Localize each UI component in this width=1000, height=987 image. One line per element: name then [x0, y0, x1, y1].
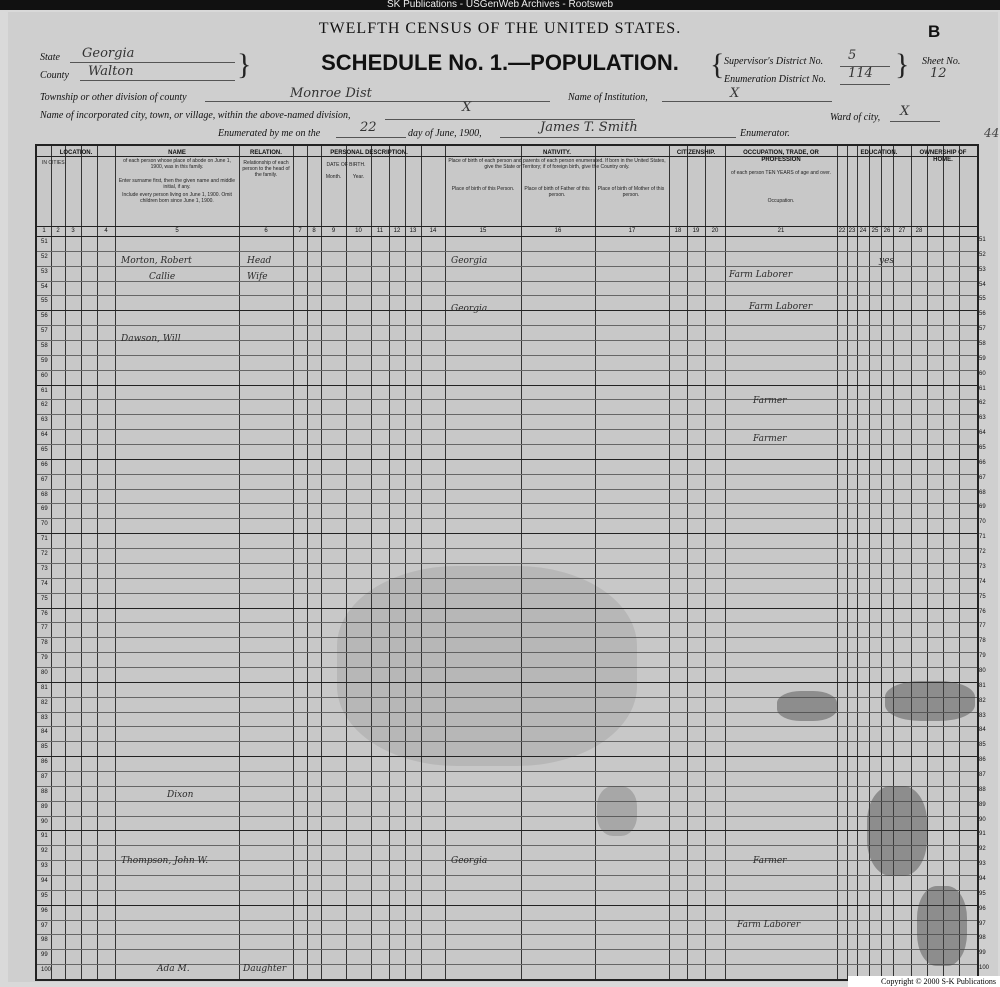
- row-divider: [37, 474, 977, 475]
- row-number: 71: [979, 534, 986, 541]
- row-number: 67: [979, 474, 986, 481]
- column-number: 22: [838, 228, 846, 234]
- row-number: 69: [979, 504, 986, 511]
- column-number: 16: [554, 228, 562, 234]
- column-number: 10: [355, 228, 362, 234]
- row-divider: [37, 816, 977, 817]
- margin-note: 44: [984, 126, 1000, 140]
- row-number: 96: [979, 905, 986, 912]
- row-number: 68: [41, 491, 48, 498]
- row-number: 70: [41, 521, 48, 528]
- institution-line: [662, 101, 832, 102]
- row-number: 66: [41, 461, 48, 468]
- row-number: 99: [41, 952, 48, 959]
- row-divider: [37, 786, 977, 787]
- row-number: 63: [979, 415, 986, 422]
- row-number: 86: [41, 759, 48, 766]
- header-date-of-birth: DATE OF BIRTH.: [326, 162, 366, 168]
- header-location: LOCATION.: [59, 150, 93, 156]
- row-number: 83: [979, 712, 986, 719]
- county-value: Walton: [88, 64, 134, 79]
- header-occupation-sub: Occupation.: [767, 198, 795, 204]
- census-title: TWELFTH CENSUS OF THE UNITED STATES.: [318, 20, 682, 37]
- row-divider: [37, 489, 977, 490]
- state-value: Georgia: [82, 46, 135, 61]
- row-number: 66: [979, 459, 986, 466]
- supervisor-label: Supervisor's District No.: [724, 56, 824, 67]
- column-number: 6: [264, 228, 268, 234]
- row-divider: [37, 845, 977, 846]
- row-number: 78: [979, 638, 986, 645]
- row-number: 84: [41, 729, 48, 736]
- column-number: 26: [883, 228, 891, 234]
- row-divider: [37, 563, 977, 564]
- row-divider: [37, 281, 977, 282]
- row-divider: [37, 355, 977, 356]
- header-citizenship: CITIZENSHIP.: [676, 150, 716, 156]
- row-number: 90: [979, 816, 986, 823]
- row-number: 85: [979, 742, 986, 749]
- header-month: Month.: [325, 174, 342, 180]
- header-nativity: NATIVITY.: [543, 150, 571, 156]
- row-number: 89: [41, 803, 48, 810]
- row-number: 94: [41, 877, 48, 884]
- row-number: 58: [41, 343, 48, 350]
- header-birth-person: Place of birth of this Person.: [451, 186, 515, 192]
- header-in-cities: IN CITIES.: [42, 160, 66, 166]
- column-number: 17: [628, 228, 636, 234]
- row-number: 67: [41, 476, 48, 483]
- entry-occupation-64: Farmer: [753, 434, 787, 444]
- row-number: 64: [41, 432, 48, 439]
- row-number: 80: [979, 667, 986, 674]
- state-line: [70, 62, 235, 63]
- row-divider: [37, 934, 977, 935]
- row-divider: [37, 251, 977, 252]
- sheet-label: Sheet No.: [922, 56, 961, 67]
- row-number: 96: [41, 907, 48, 914]
- entry-name-53: Callie: [149, 272, 176, 282]
- ink-smudge: [917, 886, 967, 966]
- column-number: 21: [777, 228, 785, 234]
- entry-relation-53: Wife: [247, 272, 268, 282]
- row-number: 88: [979, 786, 986, 793]
- row-divider: [37, 801, 977, 802]
- row-number: 63: [41, 417, 48, 424]
- header-ownership: OWNERSHIP OF HOME.: [919, 150, 967, 163]
- entry-birthplace-93: Georgia: [451, 856, 488, 866]
- row-divider: [37, 414, 977, 415]
- row-divider: [37, 236, 977, 237]
- day-of-label: day of June, 1900,: [408, 128, 482, 139]
- sheet-letter: B: [928, 22, 941, 41]
- row-divider: [37, 548, 977, 549]
- row-number: 95: [41, 892, 48, 899]
- row-number: 78: [41, 640, 48, 647]
- row-number: 97: [41, 922, 48, 929]
- row-divider: [37, 444, 977, 445]
- header-year: Year.: [352, 174, 365, 180]
- header-personal: PERSONAL DESCRIPTION.: [330, 150, 408, 156]
- row-number: 52: [979, 251, 986, 258]
- township-line: [205, 101, 550, 102]
- copyright-notice: Copyright © 2000 S-K Publications: [848, 976, 1000, 987]
- row-number: 77: [979, 623, 986, 630]
- city-value: X: [462, 100, 472, 115]
- ward-label: Ward of city,: [830, 112, 881, 123]
- row-divider: [37, 949, 977, 950]
- row-divider: [37, 459, 977, 460]
- ward-line: [890, 121, 940, 122]
- entry-occupation-93: Farmer: [753, 856, 787, 866]
- row-number: 85: [41, 744, 48, 751]
- district-brace-right: }: [895, 48, 910, 81]
- row-number: 55: [41, 298, 48, 305]
- enumerated-day: 22: [360, 120, 377, 135]
- row-number: 75: [979, 593, 986, 600]
- row-number: 58: [979, 341, 986, 348]
- row-number: 56: [979, 311, 986, 318]
- column-number: 19: [692, 228, 700, 234]
- row-number: 70: [979, 519, 986, 526]
- row-number: 81: [979, 682, 986, 689]
- row-number: 93: [979, 861, 986, 868]
- row-number: 73: [979, 563, 986, 570]
- township-value: Monroe Dist: [290, 86, 372, 101]
- ink-smudge: [597, 786, 637, 836]
- row-number: 62: [41, 402, 48, 409]
- row-number: 77: [41, 625, 48, 632]
- column-number: 4: [104, 228, 108, 234]
- row-number: 61: [41, 387, 48, 394]
- ink-smudge: [867, 786, 927, 876]
- header-name-desc: of each person whose place of abode on June 1, 1900, was in this family.: [123, 158, 231, 170]
- header-name-note: Enter surname first, then the given name and middle initial, if any.: [118, 178, 236, 190]
- column-number: 12: [393, 228, 401, 234]
- column-number: 28: [915, 228, 923, 234]
- supervisor-value: 5: [848, 48, 857, 63]
- row-number: 76: [979, 608, 986, 615]
- row-divider: [37, 875, 977, 876]
- row-divider: [37, 518, 977, 519]
- row-number: 74: [41, 580, 48, 587]
- entry-birthplace-55: Georgia: [451, 304, 488, 314]
- row-number: 73: [41, 565, 48, 572]
- institution-label: Name of Institution,: [568, 92, 648, 103]
- row-number: 57: [979, 326, 986, 333]
- header-name-note2: Include every person living on June 1, 1900. Omit children born since June 1, 1900.: [122, 192, 232, 204]
- column-number: 7: [298, 228, 302, 234]
- row-number: 54: [41, 283, 48, 290]
- row-number: 90: [41, 818, 48, 825]
- row-divider: [37, 830, 977, 831]
- row-number: 54: [979, 281, 986, 288]
- row-divider: [37, 385, 977, 386]
- row-number: 60: [41, 372, 48, 379]
- row-number: 79: [41, 655, 48, 662]
- row-divider: [37, 503, 977, 504]
- column-number: 1: [42, 228, 46, 234]
- state-label: State: [40, 52, 60, 63]
- row-number: 93: [41, 863, 48, 870]
- ink-smudge: [777, 691, 837, 721]
- county-label: County: [40, 70, 69, 81]
- row-divider: [37, 533, 977, 534]
- column-number: 24: [859, 228, 867, 234]
- row-number: 82: [979, 697, 986, 704]
- row-divider: [37, 226, 977, 227]
- enumerated-label: Enumerated by me on the: [218, 128, 321, 139]
- ink-smudge: [885, 681, 975, 721]
- header-nativity-desc: Place of birth of each person and parents of each person enumerated. If born in the United States, give the State or Territory; if of foreign birth, give the Country only.: [448, 158, 666, 170]
- column-number: 8: [312, 228, 316, 234]
- row-number: 53: [41, 268, 48, 275]
- watermark-bar: [0, 0, 1000, 10]
- row-number: 68: [979, 489, 986, 496]
- header-occupation: OCCUPATION, TRADE, OR PROFESSION: [743, 150, 819, 163]
- column-number: 20: [711, 228, 719, 234]
- entry-relation-52: Head: [247, 256, 272, 266]
- column-number: 11: [376, 228, 384, 234]
- watermark-text: SK Publications - USGenWeb Archives - Rootsweb: [386, 0, 614, 10]
- column-number: 23: [848, 228, 856, 234]
- row-number: 74: [979, 578, 986, 585]
- row-number: 65: [979, 445, 986, 452]
- entry-birthplace-52: Georgia: [451, 256, 488, 266]
- enumerator-line: [500, 137, 736, 138]
- entry-education-52: yes: [879, 256, 895, 266]
- row-number: 72: [979, 549, 986, 556]
- ward-value: X: [900, 104, 910, 119]
- city-label: Name of incorporated city, town, or village, within the above-named division,: [40, 110, 351, 121]
- row-divider: [37, 325, 977, 326]
- county-line: [80, 80, 235, 81]
- row-number: 80: [41, 669, 48, 676]
- entry-name-100: Ada M.: [157, 964, 190, 974]
- header-name: NAME: [168, 150, 186, 156]
- row-number: 53: [979, 266, 986, 273]
- column-number: 25: [871, 228, 879, 234]
- row-divider: [37, 771, 977, 772]
- township-label: Township or other division of county: [40, 92, 187, 103]
- row-number: 60: [979, 370, 986, 377]
- row-number: 72: [41, 551, 48, 558]
- row-divider: [37, 920, 977, 921]
- row-divider: [37, 399, 977, 400]
- row-number: 87: [41, 773, 48, 780]
- row-number: 65: [41, 447, 48, 454]
- row-number: 99: [979, 950, 986, 957]
- row-number: 56: [41, 313, 48, 320]
- row-number: 92: [979, 846, 986, 853]
- enumerator-value: James T. Smith: [540, 120, 638, 135]
- row-number: 94: [979, 875, 986, 882]
- day-line: [336, 137, 406, 138]
- enum-district-label: Enumeration District No.: [724, 74, 826, 85]
- row-number: 97: [979, 920, 986, 927]
- column-number: 2: [56, 228, 60, 234]
- entry-name-52: Morton, Robert: [121, 256, 192, 266]
- row-number: 83: [41, 714, 48, 721]
- row-number: 98: [979, 935, 986, 942]
- column-number: 27: [898, 228, 906, 234]
- row-divider: [37, 890, 977, 891]
- header-birth-father: Place of birth of Father of this person.: [524, 186, 590, 198]
- row-number: 59: [979, 355, 986, 362]
- sheet-value: 12: [930, 66, 947, 81]
- row-divider: [37, 310, 977, 311]
- row-number: 91: [979, 831, 986, 838]
- entry-relation-100: Daughter: [243, 964, 287, 974]
- row-number: 92: [41, 848, 48, 855]
- row-divider: [37, 370, 977, 371]
- entry-name-93: Thompson, John W.: [121, 856, 209, 866]
- row-number: 82: [41, 699, 48, 706]
- header-occupation-desc: of each person TEN YEARS of age and over.: [731, 170, 831, 176]
- column-number: 5: [175, 228, 179, 234]
- row-number: 100: [979, 965, 990, 972]
- row-number: 100: [41, 967, 52, 974]
- row-number: 69: [41, 506, 48, 513]
- entry-occupation-55: Farm Laborer: [749, 302, 813, 312]
- column-number: 14: [429, 228, 437, 234]
- institution-value: X: [730, 86, 740, 101]
- paper-stain: [337, 566, 637, 766]
- column-number: 18: [674, 228, 682, 234]
- row-number: 51: [979, 237, 986, 243]
- row-divider: [37, 295, 977, 296]
- row-number: 61: [979, 385, 986, 392]
- column-number: 9: [331, 228, 336, 234]
- column-number: 15: [479, 228, 487, 234]
- census-table: [35, 144, 979, 981]
- entry-name-56: Dawson, Will: [121, 334, 181, 344]
- entry-name-86: Dixon: [167, 790, 194, 800]
- row-number: 88: [41, 788, 48, 795]
- row-number: 89: [979, 801, 986, 808]
- row-divider: [37, 905, 977, 906]
- row-number: 55: [979, 296, 986, 303]
- district-brace-left: {: [710, 48, 725, 81]
- header-relation: RELATION.: [250, 150, 282, 156]
- row-divider: [37, 429, 977, 430]
- entry-occupation-97: Farm Laborer: [737, 920, 801, 930]
- enumerator-label: Enumerator.: [740, 128, 790, 139]
- row-number: 91: [41, 833, 48, 840]
- row-number: 71: [41, 536, 48, 543]
- county-brace: }: [237, 48, 252, 81]
- row-number: 64: [979, 430, 986, 437]
- header-birth-mother: Place of birth of Mother of this person.: [597, 186, 665, 198]
- row-number: 87: [979, 771, 986, 778]
- enum-district-value: 114: [848, 66, 873, 81]
- row-number: 75: [41, 595, 48, 602]
- header-education: EDUCATION.: [860, 150, 898, 156]
- column-number: 3: [71, 228, 75, 234]
- entry-occupation-52: Farm Laborer: [729, 270, 793, 280]
- row-number: 79: [979, 653, 986, 660]
- row-number: 98: [41, 937, 48, 944]
- header-relation-desc: Relationship of each person to the head of the family.: [242, 160, 290, 178]
- entry-occupation-61: Farmer: [753, 396, 787, 406]
- enum-district-line: [840, 84, 890, 85]
- row-number: 95: [979, 890, 986, 897]
- row-number: 76: [41, 610, 48, 617]
- row-number: 86: [979, 757, 986, 764]
- row-number: 51: [41, 239, 48, 245]
- row-number: 59: [41, 357, 48, 364]
- row-number: 57: [41, 328, 48, 335]
- row-number: 81: [41, 684, 48, 691]
- row-number: 52: [41, 253, 48, 260]
- column-number: 13: [409, 228, 417, 234]
- row-number: 84: [979, 727, 986, 734]
- schedule-title: SCHEDULE No. 1.—POPULATION.: [321, 50, 679, 75]
- row-number: 62: [979, 400, 986, 407]
